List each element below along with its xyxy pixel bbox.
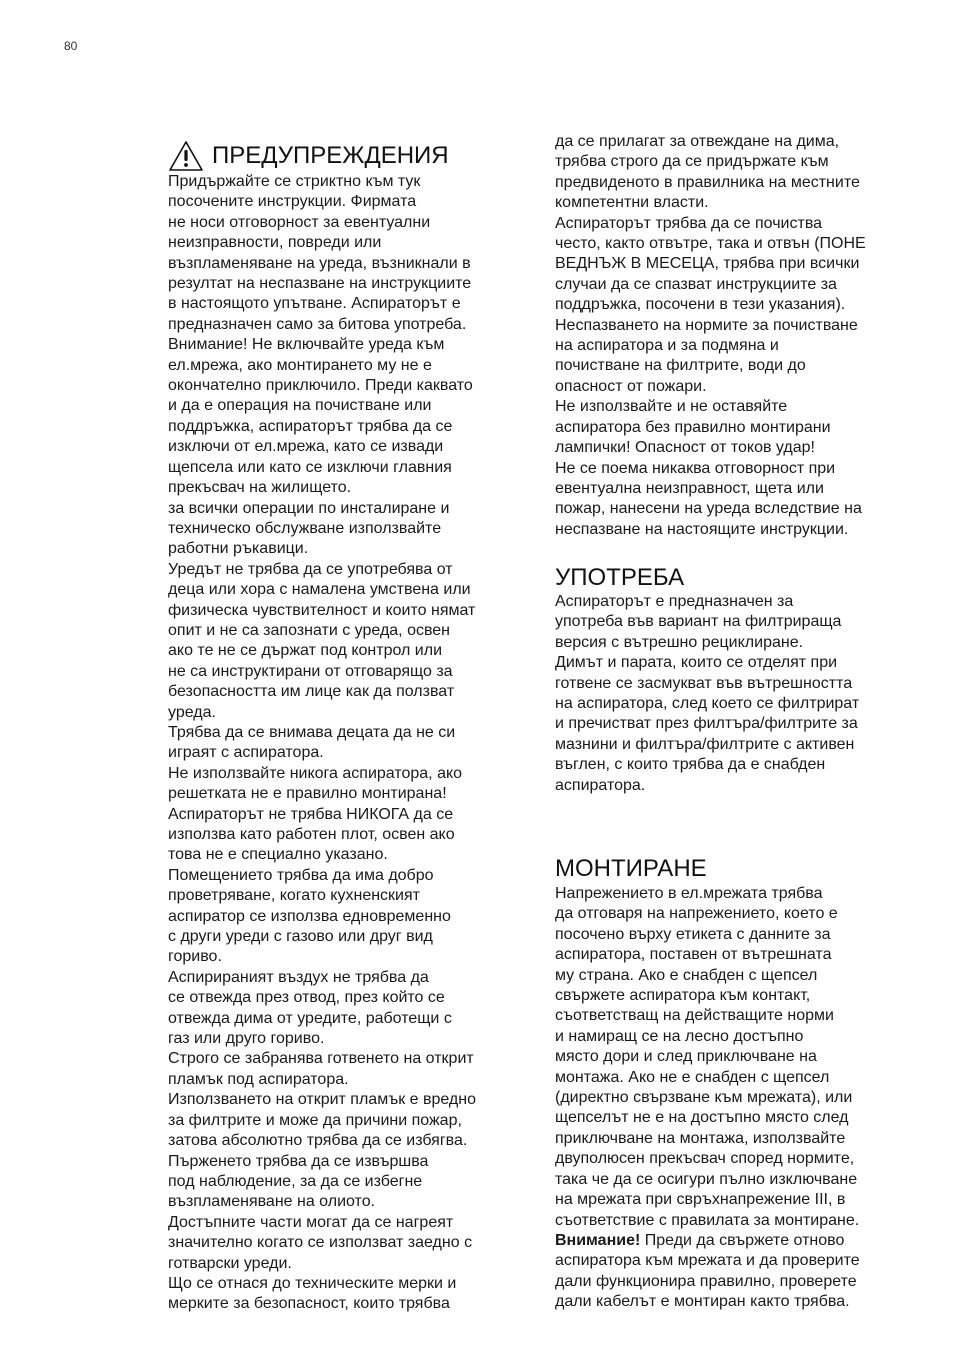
warning-note-text: Преди да свържете отново	[640, 1231, 845, 1249]
text-line: опасност от пожари.	[555, 377, 707, 395]
text-line: деца или хора с намалена умствена или	[168, 581, 471, 599]
text-line: Що се отнася до техническите мерки и	[168, 1274, 457, 1292]
text-line: Не използвайте и не оставяйте	[555, 398, 788, 416]
text-line: мерките за безопасност, които трябва	[168, 1295, 450, 1313]
warnings-continuation	[555, 132, 866, 540]
warning-note-label: Внимание!	[555, 1231, 641, 1249]
text-line: мазнини и филтъра/филтрите с активен	[555, 735, 855, 753]
text-line: решетката не е правилно монтирана!	[168, 785, 447, 803]
text-line: да се прилагат за отвеждане на дима,	[555, 133, 840, 150]
text-line: газ или друго гориво.	[168, 1030, 325, 1048]
text-line: пожар, нанесени на уреда вследствие на	[555, 500, 862, 518]
text-line: се отвежда през отвод, през който се	[168, 989, 445, 1007]
text-line: дали функционира правилно, проверете	[555, 1272, 857, 1290]
text-line: отвежда дима от уредите, работещи с	[168, 1009, 452, 1027]
text-line: Не се поема никаква отговорност при	[555, 459, 836, 477]
text-line: пламък под аспиратора.	[168, 1070, 349, 1088]
text-line: свържете аспиратора към контакт,	[555, 987, 811, 1005]
text-line: Аспираторът е предназначен за	[555, 593, 794, 610]
text-line: за филтрите и може да причини пожар,	[168, 1111, 462, 1129]
text-line: използва като работен плот, освен ако	[168, 826, 455, 843]
text-line: не са инструктирани от отговарящо за	[168, 662, 453, 680]
text-line: не носи отговорност за евентуални	[168, 213, 431, 231]
text-line: аспиратора към мрежата и да проверите	[555, 1252, 860, 1270]
text-line: готварски уреди.	[168, 1254, 292, 1272]
text-line: компетентни власти.	[555, 194, 709, 212]
text-line: Достъпните части могат да се нагреят	[168, 1213, 454, 1231]
text-line: значително когато се използват заедно с	[168, 1234, 473, 1252]
installation-body	[555, 884, 860, 1313]
text-line: ел.мрежа, ако монтирането му не е	[168, 356, 432, 374]
warnings-heading	[168, 140, 449, 172]
text-line: евентуална неизправност, щета или	[555, 479, 824, 497]
text-line: възпламеняване на уреда, възникнали в	[168, 254, 471, 272]
text-line: да отговаря на напрежението, което е	[555, 905, 838, 923]
text-line: щепсела или като се изключи главния	[168, 458, 452, 476]
text-line: гориво.	[168, 948, 222, 966]
text-line: в настоящото упътване. Аспираторът е	[168, 295, 461, 313]
text-line: затова абсолютно трябва да се избягва.	[168, 1132, 468, 1150]
page-number: 80	[64, 39, 78, 53]
text-line: неизправности, повреди или	[168, 234, 382, 252]
text-line: предвиденото в правилника на местните	[555, 173, 860, 191]
text-line: окончателно приключило. Преди каквато	[168, 377, 473, 395]
text-line: аспиратора.	[555, 776, 646, 794]
warnings-body	[168, 172, 476, 1315]
text-line: монтажа. Ако не е снабден с щепсел	[555, 1068, 830, 1086]
text-line: Аспираторът трябва да се почиства	[555, 214, 823, 232]
text-line: посочените инструкции. Фирмата	[168, 193, 417, 211]
text-line: аспиратора, поставен от вътрешната	[555, 946, 832, 964]
text-line: Пърженето трябва да се извършва	[168, 1152, 429, 1170]
text-line: Придържайте се стриктно към тук	[168, 173, 421, 190]
usage-body	[555, 592, 859, 796]
text-line: трябва строго да се придържате към	[555, 153, 829, 171]
text-line: Неспазването на нормите за почистване	[555, 316, 858, 334]
text-line: за всички операции по инсталиране и	[168, 499, 450, 517]
text-line: резултат на неспазване на инструкциите	[168, 275, 472, 293]
text-line: аспиратора без правилно монтирани	[555, 418, 831, 436]
text-line: Не използвайте никога аспиратора, ако	[168, 764, 463, 782]
text-line: аспиратор се използва едновременно	[168, 907, 451, 925]
text-line: възпламеняване на олиото.	[168, 1193, 376, 1211]
text-line: безопасността им лице как да ползват	[168, 683, 455, 701]
text-line: Аспираторът не трябва НИКОГА да се	[168, 805, 454, 823]
text-line: Напрежението в ел.мрежата трябва	[555, 885, 823, 902]
installation-heading: МОНТИРАНЕ	[555, 855, 707, 882]
text-line: проветряване, когато кухненският	[168, 887, 420, 905]
text-line: поддръжка, аспираторът трябва да се	[168, 417, 453, 435]
text-line: му страна. Ако е снабден с щепсел	[555, 966, 818, 984]
text-line: така че да се осигури пълно изключване	[555, 1170, 858, 1188]
text-line: и намиращ се на лесно достъпно	[555, 1027, 804, 1045]
text-line: щепселът не е на достъпно място след	[555, 1109, 849, 1127]
text-line: двуполюсен прекъсвач според нормите,	[555, 1150, 855, 1168]
text-line: изключи от ел.мрежа, като се извади	[168, 438, 444, 456]
usage-heading: УПОТРЕБА	[555, 564, 685, 591]
text-line: Използването на открит пламък е вредно	[168, 1091, 476, 1109]
text-line: почистване на филтрите, води до	[555, 357, 806, 375]
text-line: Строго се забранява готвенето на открит	[168, 1050, 474, 1068]
text-line: на аспиратора, след което се филтрират	[555, 695, 860, 713]
text-line: съответстващ на действащите норми	[555, 1007, 834, 1025]
text-line: техническо обслужване използвайте	[168, 519, 442, 537]
text-line: версия с вътрешно рециклиране.	[555, 633, 804, 651]
warning-note-line	[555, 1231, 860, 1251]
text-line: на мрежата при свръхнапрежение III, в	[555, 1191, 846, 1209]
text-line: неспазване на настоящите инструкции.	[555, 520, 849, 538]
text-line: често, както отвътре, така и отвън (ПОНЕ	[555, 235, 866, 253]
text-line: ВЕДНЪЖ В МЕСЕЦА, трябва при всички	[555, 255, 860, 273]
text-line: под наблюдение, за да се избегне	[168, 1172, 423, 1190]
text-line: и пречистват през филтъра/филтрите за	[555, 715, 858, 733]
text-line: готвене се засмукват във вътрешността	[555, 674, 853, 692]
text-line: работни ръкавици.	[168, 540, 309, 558]
text-line: дали кабелът е монтиран както трябва.	[555, 1293, 850, 1311]
text-line: случаи да се спазват инструкциите за	[555, 275, 837, 293]
text-line: съответствие с правилата за монтиране.	[555, 1211, 860, 1229]
text-line: опит и не са запознати с уреда, освен	[168, 621, 451, 639]
text-line: предназначен само за битова употреба.	[168, 315, 467, 333]
text-line: (директно свързване към мрежата), или	[555, 1089, 853, 1107]
text-line: играят с аспиратора.	[168, 744, 324, 762]
text-line: ако те не се държат под контрол или	[168, 642, 443, 660]
text-line: това не е специално указано.	[168, 846, 388, 864]
text-line: употреба във вариант на филтрираща	[555, 613, 842, 631]
text-line: поддръжка, посочени в тези указания).	[555, 296, 846, 314]
text-line: Аспирираният въздух не трябва да	[168, 968, 429, 986]
text-line: Трябва да се внимава децата да не си	[168, 723, 456, 741]
text-line: физическа чувствителност и които нямат	[168, 601, 476, 619]
text-line: уреда.	[168, 703, 216, 721]
text-line: Димът и парата, които се отделят при	[555, 654, 838, 672]
text-line: Уредът не трябва да се употребява от	[168, 560, 453, 578]
text-line: с други уреди с газово или друг вид	[168, 928, 433, 946]
warning-triangle-icon	[168, 140, 204, 172]
text-line: въглен, с които трябва да е снабден	[555, 756, 826, 774]
text-line: и да е операция на почистване или	[168, 397, 432, 415]
text-line: място дори и след приключване на	[555, 1048, 817, 1066]
text-line: приключване на монтажа, използвайте	[555, 1129, 846, 1147]
text-line: на аспиратора и за подмяна и	[555, 337, 779, 355]
text-line: Помещението трябва да има добро	[168, 866, 434, 884]
warnings-heading-text: ПРЕДУПРЕЖДЕНИЯ	[212, 142, 449, 169]
text-line: посочено върху етикета с данните за	[555, 925, 831, 943]
text-line: прекъсвач на жилището.	[168, 479, 352, 497]
text-line: лампички! Опасност от токов удар!	[555, 439, 815, 457]
text-line: Внимание! Не включвайте уреда към	[168, 336, 445, 354]
